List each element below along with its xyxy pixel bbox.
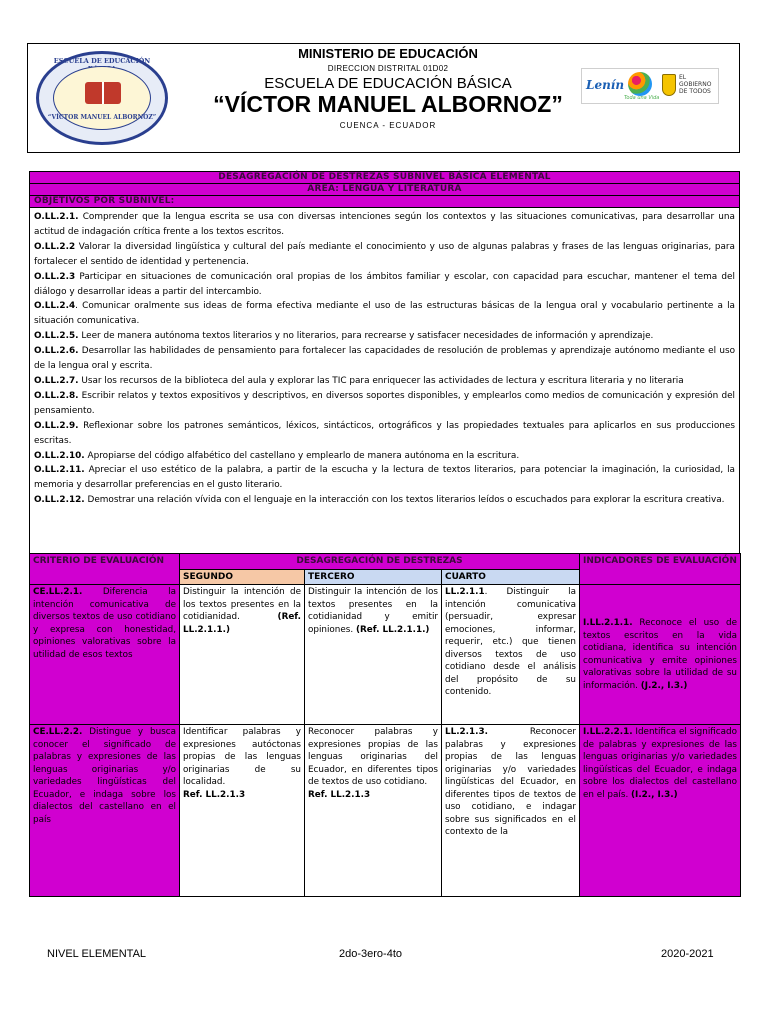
objetivo-item: O.LL.2.7. Usar los recursos de la biblioteca del aula y explorar las TIC para enriquecer las actividades de lectura y escritura literaria y no literaria [34,375,684,386]
footer-level: NIVEL ELEMENTAL [47,948,147,960]
footer-grades: 2do-3ero-4to [339,948,402,960]
ministerio-title: MINISTERIO DE EDUCACIÓN [298,46,478,61]
book-icon [85,82,121,104]
objetivo-item: O.LL.2.5. Leer de manera autónoma textos literarios y no literarios, para recrearse y satisfacer necesidades de información y aprendizaje. [34,331,654,342]
school-name: “VÍCTOR MANUEL ALBORNOZ” [213,91,563,117]
shield-icon [662,74,676,96]
tree-icon [628,72,652,96]
destrezas-header: DESAGREGACIÓN DE DESTREZAS [180,554,580,570]
school-city: CUENCA - ECUADOR [339,121,437,130]
document-header [27,43,740,153]
government-logo [581,68,719,104]
criterio-cell: CE.LL.2.1. Diferencia la intención comunicativa de diversos textos de uso cotidiano y expresa con honestidad, opiniones valorativas sobre la utilidad de esos textos [30,585,180,725]
tercero-header: TERCERO [305,569,442,585]
segundo-cell: Identificar palabras y expresiones autóctonas propias de las lenguas originarias de su localidad. Ref. LL.2.1.3 [180,725,305,897]
cuarto-header: CUARTO [442,569,580,585]
destrezas-document [29,171,740,897]
objetivo-item: O.LL.2.1. Comprender que la lengua escrita se usa con diversas intenciones según los contextos y las situaciones comunicativas, para desarrollar una actitud de indagación crítica frente a los textos escritos. [34,212,735,237]
escuela-label: ESCUELA DE EDUCACIÓN BÁSICA [264,75,512,92]
doc-title: DESAGREGACIÓN DE DESTREZAS SUBNIVEL BÁSICA ELEMENTAL [29,171,740,183]
gov-tagline: Toda una Vida [624,95,660,101]
indicador-cell: I.LL.2.1.1. Reconoce el uso de textos escritos en la vida cotidiana, identifica su intención comunicativa y emite opiniones valorativas sobre la utilidad de su información. (J.2., I.3.) [580,585,741,725]
gov-text: EL GOBIERNO DE TODOS [679,74,712,95]
indicadores-header: INDICADORES DE EVALUACIÓN [580,554,741,585]
destrezas-table [29,553,741,897]
objetivo-item: O.LL.2.9. Reflexionar sobre los patrones semánticos, léxicos, sintácticos, ortográficos y las propiedades textuales para aplicarlos en sus producciones escritas. [34,420,735,446]
segundo-header: SEGUNDO [180,569,305,585]
direccion-distrital: DIRECCION DISTRITAL 01D02 [327,64,449,73]
gov-lenin-text: Lenín [586,78,625,92]
footer-year: 2020-2021 [661,948,714,960]
segundo-cell: Distinguir la intención de los textos presentes en la cotidianidad. (Ref. LL.2.1.1.) [180,585,305,725]
indicador-cell: I.LL.2.2.1. Identifica el significado de palabras y expresiones de las lenguas originarias y/o variedades lingüísticas del Ecuador, e indaga sobre los dialectos del castellano en el país. (I.2., I.3.) [580,725,741,897]
cuarto-cell: LL.2.1.3. Reconocer palabras y expresiones propias de las lenguas originarias y/o variedades lingüísticas del Ecuador, en diferentes tipos de textos de uso cotidiano, e indagar sobre sus significados en el contexto de la [442,725,580,897]
seal-name: “VÍCTOR MANUEL ALBORNOZ” [47,114,157,121]
objetivo-item: O.LL.2.12. Demostrar una relación vívida con el lenguaje en la interacción con los textos literarios leídos o escuchados para explorar la escritura creativa. [34,495,725,506]
table-row [30,725,741,897]
table-header-row [30,554,741,570]
objetivo-item: O.LL.2.2 Valorar la diversidad lingüística y cultural del país mediante el conocimiento y uso de algunas palabras y frases de las lenguas originarias, para fortalecer el sentido de identidad y pertenencia. [34,241,735,267]
objetivo-item: O.LL.2.11. Apreciar el uso estético de la palabra, a partir de la escucha y la lectura de textos literarios, para potenciar la imaginación, la curiosidad, la memoria y desarrollar preferencias en el gusto literario. [34,465,735,491]
seal-text: ESCUELA DE EDUCACIÓN [53,57,151,65]
objetivo-item: O.LL.2.6. Desarrollar las habilidades de pensamiento para fortalecer las capacidades de resolución de problemas y aprendizaje autónomo mediante el uso de la lengua oral y escrita. [34,346,735,372]
school-seal-logo [36,51,168,145]
cuarto-cell: LL.2.1.1. Distinguir la intención comunicativa (persuadir, expresar emociones, informar, requerir, etc.) que tienen diversos textos de uso cotidiano desde el análisis del propósito de su contenido. [442,585,580,725]
objetivos-list [29,207,740,553]
tercero-cell: Distinguir la intención de los textos presentes en la cotidianidad y emitir opiniones. (Ref. LL.2.1.1.) [305,585,442,725]
criterio-header: CRITERIO DE EVALUACIÓN [30,554,180,585]
objetivo-item: O.LL.2.4. Comunicar oralmente sus ideas de forma efectiva mediante el uso de las estructuras básicas de la lengua oral y vocabulario pertinente a la situación comunicativa. [34,301,735,327]
objetivo-item: O.LL.2.3 Participar en situaciones de comunicación oral propias de los ámbitos familiar y escolar, con capacidad para escuchar, mantener el tema del diálogo y desarrollar ideas a partir del intercambio. [34,271,735,297]
criterio-cell: CE.LL.2.2. Distingue y busca conocer el significado de palabras y expresiones de las lenguas originarias y/o variedades lingüísticas del Ecuador, e indaga sobre los dialectos del castellano en el país [30,725,180,897]
tercero-cell: Reconocer palabras y expresiones propias de las lenguas originarias del Ecuador, en diferentes tipos de textos de uso cotidiano. Ref. LL.2.1.3 [305,725,442,897]
objetivos-label: OBJETIVOS POR SUBNIVEL: [29,195,740,207]
objetivo-item: O.LL.2.10. Apropiarse del código alfabético del castellano y emplearlo de manera autónoma en la escritura. [34,450,520,461]
table-row [30,585,741,725]
objetivo-item: O.LL.2.8. Escribir relatos y textos expositivos y descriptivos, en diversos soportes disponibles, y emplearlos como medios de comunicación y expresión del pensamiento. [34,390,735,416]
doc-area: ÁREA: LENGUA Y LITERATURA [29,183,740,195]
